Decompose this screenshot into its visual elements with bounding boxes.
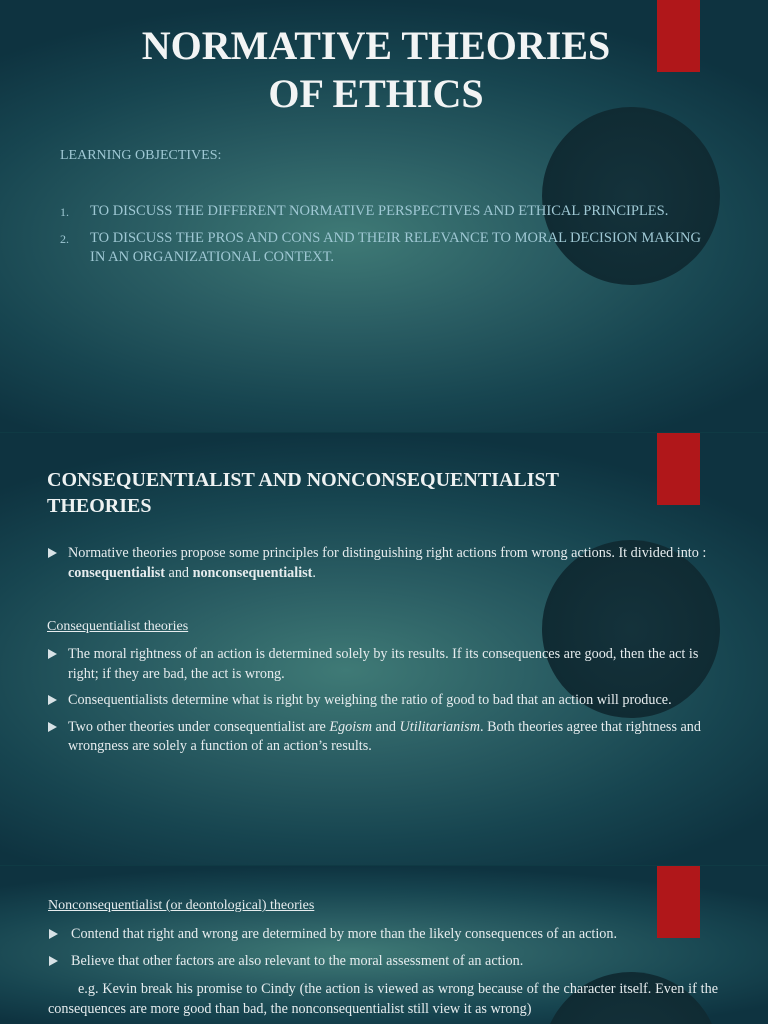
list-item xyxy=(47,691,723,711)
bullet-text: . Both theories agree that rightness and wrongness are solely a function of an action’s results. xyxy=(68,718,701,754)
bullet-triangle-icon xyxy=(48,695,57,705)
term-egoism: Egoism xyxy=(329,718,372,735)
bullet-triangle-icon xyxy=(49,929,58,939)
example-paragraph: e.g. Kevin break his promise to Cindy (the action is viewed as wrong because of the character itself. Even if the consequences are more good than bad, the nonconsequentialist still view it as wrong) xyxy=(48,981,718,1017)
bullet-text: Believe that other factors are also relevant to the moral assessment of an action. xyxy=(71,952,524,969)
objective-text: TO DISCUSS THE DIFFERENT NORMATIVE PERSPECTIVES AND ETHICAL PRINCIPLES. xyxy=(90,203,669,219)
term-consequentialist: consequentialist xyxy=(68,564,165,581)
list-item xyxy=(47,718,723,757)
nonconsequentialist-heading: Nonconsequentialist (or deontological) theories xyxy=(48,898,315,913)
bullet-triangle-icon xyxy=(49,956,58,966)
bullet-text: Two other theories under consequentialist are xyxy=(68,718,330,735)
slide-title xyxy=(60,22,692,118)
objective-text: TO DISCUSS THE PROS AND CONS AND THEIR RELEVANCE TO MORAL DECISION MAKING IN AN ORGANIZATIONAL CONTEXT. xyxy=(90,230,701,265)
objectives-list xyxy=(60,202,710,275)
term-nonconsequentialist: nonconsequentialist xyxy=(192,564,313,581)
title-line-2: OF ETHICS xyxy=(268,71,484,116)
list-item xyxy=(47,645,723,684)
list-item xyxy=(48,952,728,972)
bullet-text: Consequentialists determine what is right by weighing the ratio of good to bad that an action will produce. xyxy=(68,692,672,708)
objective-item xyxy=(60,202,710,221)
bullet-text: Contend that right and wrong are determined by more than the likely consequences of an action. xyxy=(71,926,618,942)
objective-number: 1. xyxy=(60,205,69,219)
red-accent-bar xyxy=(657,433,700,505)
bullet-triangle-icon xyxy=(48,722,57,732)
bullet-text: Normative theories propose some principles for distinguishing right actions from wrong actions. It divided into : xyxy=(68,545,707,561)
objective-item xyxy=(60,229,710,267)
slide-2 xyxy=(0,433,768,865)
list-item xyxy=(48,925,728,945)
bullet-text: and xyxy=(164,564,193,581)
list-item xyxy=(47,544,723,583)
consequentialist-heading: Consequentialist theories xyxy=(47,619,189,634)
title-line-1: NORMATIVE THEORIES xyxy=(141,23,611,68)
consequentialist-list xyxy=(47,645,723,764)
term-utilitarianism: Utilitarianism xyxy=(399,718,480,735)
slide-1 xyxy=(0,0,768,432)
intro-list xyxy=(47,544,723,590)
objective-number: 2. xyxy=(60,232,69,246)
objectives-heading: LEARNING OBJECTIVES: xyxy=(60,148,222,163)
bullet-text: and xyxy=(371,718,400,735)
nonconsequentialist-list xyxy=(48,925,728,978)
bullet-text: . xyxy=(312,564,316,581)
slide-title: CONSEQUENTIALIST AND NONCONSEQUENTIALIST THEORIES xyxy=(47,469,559,517)
bullet-text: The moral rightness of an action is determined solely by its results. If its consequences are good, then the act is right; if they are bad, the act is wrong. xyxy=(68,646,699,682)
bullet-triangle-icon xyxy=(48,649,57,659)
bullet-triangle-icon xyxy=(48,548,57,558)
slide-3 xyxy=(0,866,768,1024)
